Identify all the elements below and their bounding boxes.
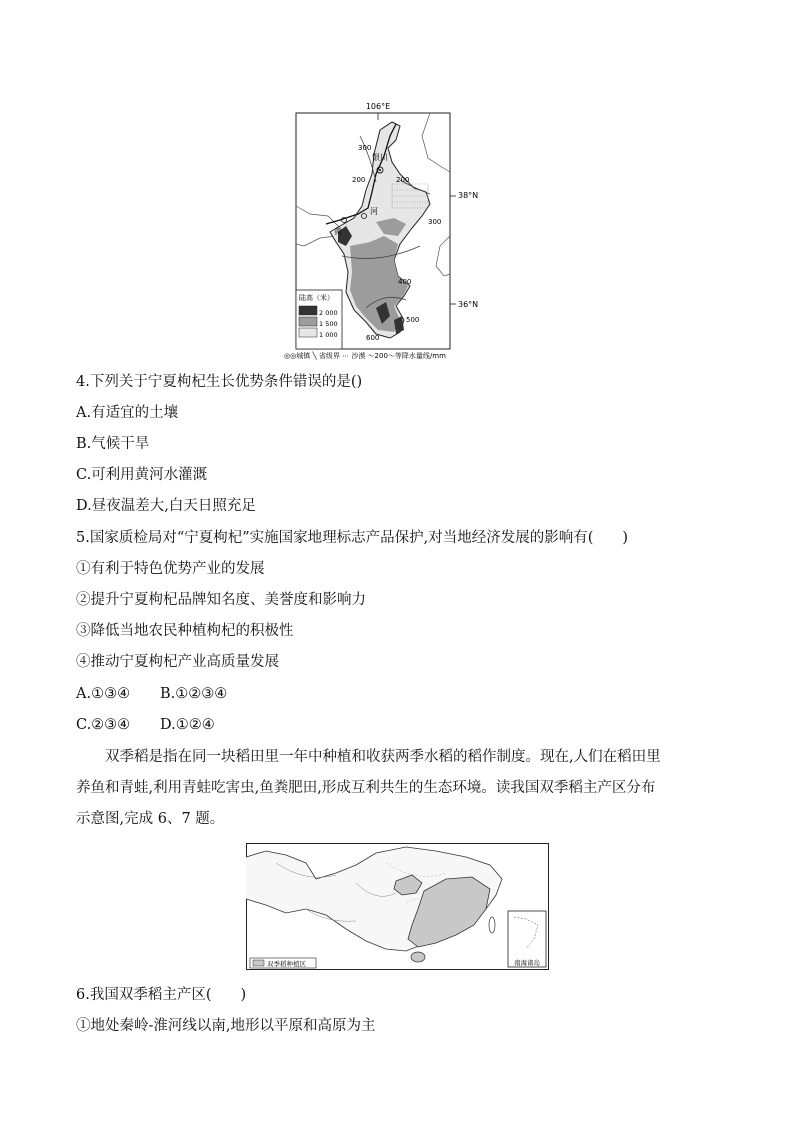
legend-value: 1 500 [319,320,338,328]
rice-region-map [246,843,550,971]
isohyet-label: 400 [398,278,412,286]
q5-option-d: D.①②④ [160,717,215,733]
river-label-left: 黄 [334,227,342,236]
intro-line-2: 养鱼和青蛙,利用青蛙吃害虫,鱼粪肥田,形成互利共生的生态环境。读我国双季稻主产区分布 [76,780,656,796]
city-yinchuan-label: 银川 [372,153,388,162]
lat-38-label: 38°N [458,191,479,200]
ningxia-map [280,96,516,364]
legend-value: 2 000 [319,309,338,317]
longitude-label: 106°E [365,102,391,111]
river-label-right: 河 [370,207,378,216]
q6-stem: 6.我国双季稻主产区( ) [76,987,247,1003]
q5-item-4: ④推动宁夏枸杞产业高质量发展 [76,654,279,670]
isohyet-label: 200 [396,176,410,184]
legend-title: 陆高（米） [299,294,334,302]
inset-label: 南海诸岛 [514,959,540,967]
isohyet-label: 300 [428,218,442,226]
q4-option-c: C.可利用黄河水灌溉 [76,467,208,483]
q5-option-b: B.①②③④ [160,686,228,702]
isohyet-label: 600 [366,334,380,342]
lat-36-label: 36°N [458,300,479,309]
map2-legend-label: 双季稻种植区 [267,960,306,968]
intro-line-1: 双季稻是指在同一块稻田里一年中种植和收获两季水稻的稻作制度。现在,人们在稻田里 [105,749,661,765]
q4-option-a: A.有适宜的土壤 [76,405,179,421]
isohyet-label: 200 [352,176,366,184]
q5-item-3: ③降低当地农民种植枸杞的积极性 [76,623,294,639]
q5-item-2: ②提升宁夏枸杞品牌知名度、美誉度和影响力 [76,592,366,608]
q4-option-b: B.气候干旱 [76,436,150,452]
q4-stem: 4.下列关于宁夏枸杞生长优势条件错误的是() [76,374,363,390]
legend-value: 1 000 [319,331,338,339]
isohyet-label: 300 [358,144,372,152]
q5-option-a: A.①③④ [76,686,131,702]
q6-item-1: ①地处秦岭-淮河线以南,地形以平原和高原为主 [76,1018,376,1034]
intro-line-3: 示意图,完成 6、7 题。 [76,811,225,827]
q5-option-c: C.②③④ [76,717,131,733]
q5-stem: 5.国家质检局对“宁夏枸杞”实施国家地理标志产品保护,对当地经济发展的影响有( ) [76,530,629,546]
map-footer-legend: ◎◎城镇 ╲ 省级界 ⋯ 沙漠 ～200～等降水量线/mm [284,352,446,360]
isohyet-label: 500 [406,316,420,324]
q5-item-1: ①有利于特色优势产业的发展 [76,561,265,577]
q4-option-d: D.昼夜温差大,白天日照充足 [76,498,256,514]
